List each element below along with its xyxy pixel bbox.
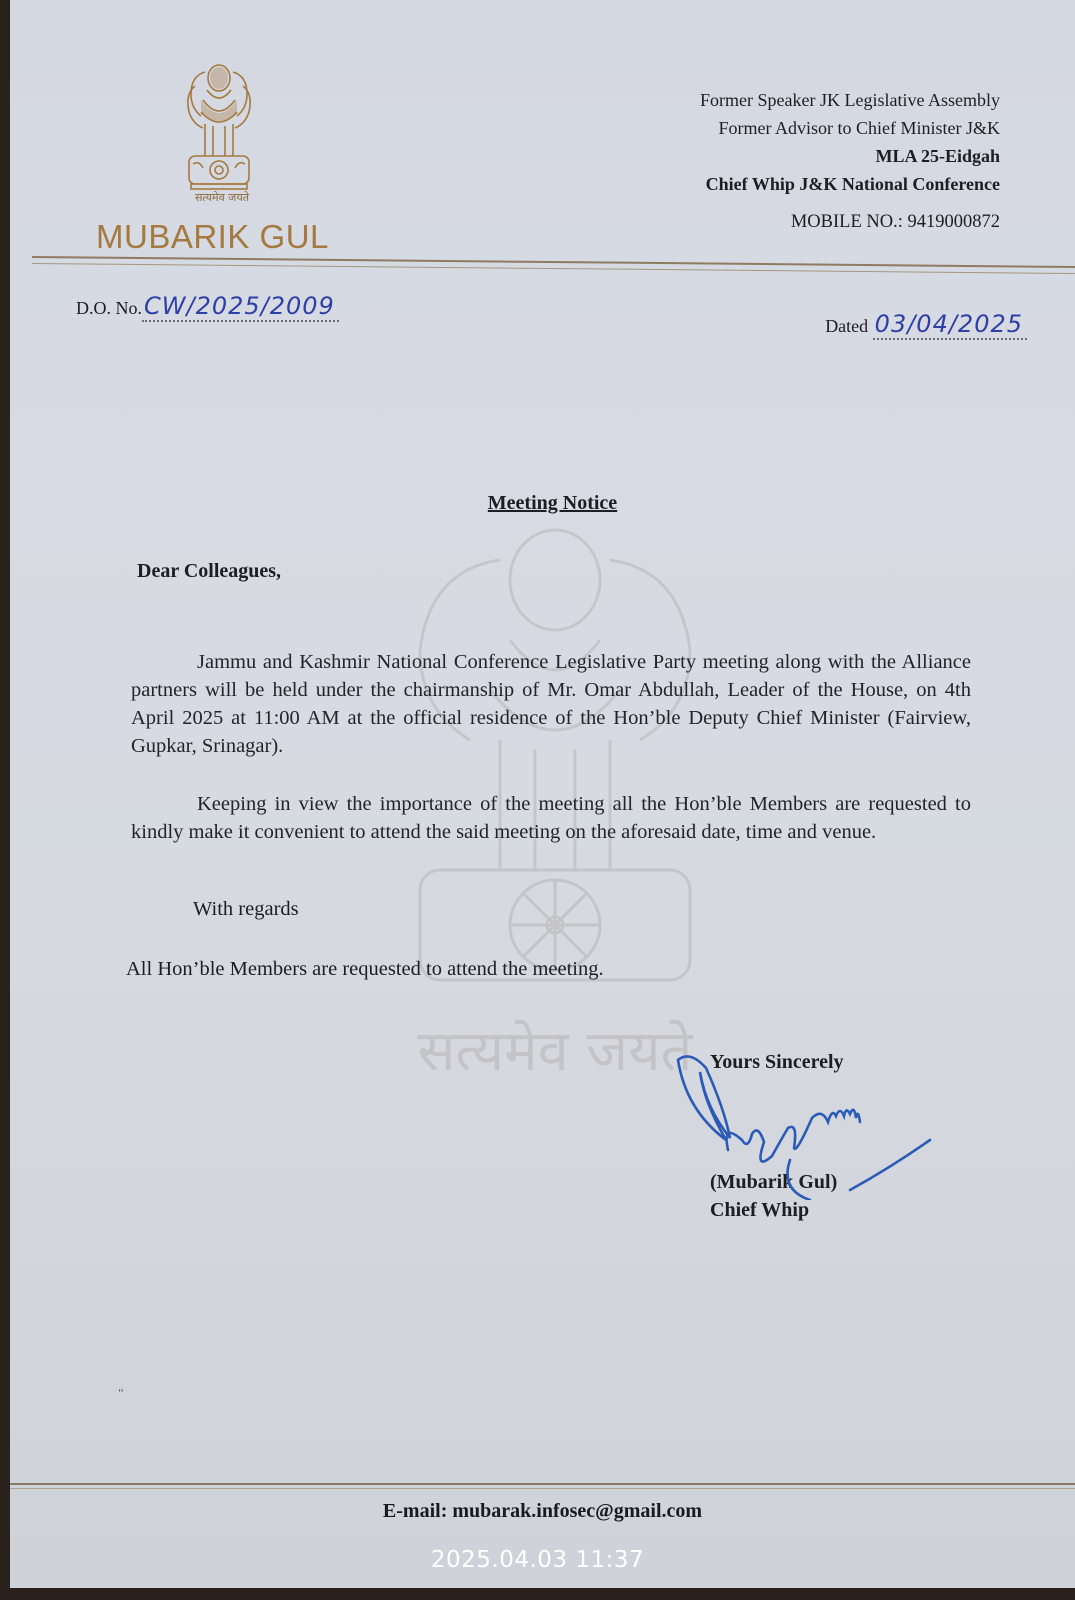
footer-divider (10, 1483, 1075, 1489)
notice-title: Meeting Notice (487, 492, 618, 514)
mobile-number: 9419000872 (907, 212, 1000, 232)
regards: With regards (193, 898, 299, 920)
signatory-name: (Mubarik Gul) (710, 1171, 838, 1193)
dated-value: 03/04/2025 (873, 310, 1027, 340)
mobile-number-line (700, 208, 1000, 236)
letterhead-name: MUBARIK GUL (96, 218, 329, 255)
footer-email (10, 1500, 1075, 1523)
valediction: Yours Sincerely (710, 1051, 844, 1073)
designation-former-speaker: Former Speaker JK Legislative Assembly (700, 90, 1000, 110)
do-value: CW/2025/2009 (142, 292, 339, 322)
header-divider (32, 256, 1075, 274)
letter-page (10, 0, 1075, 1588)
state-emblem-icon (175, 56, 263, 206)
designation-mla: MLA 25-Eidgah (875, 146, 1000, 166)
email-address: mubarak.infosec@gmail.com (452, 1500, 703, 1522)
dated-label: Dated (825, 316, 869, 336)
do-label: D.O. No. (76, 298, 142, 318)
svg-text:सत्यमेव जयते: सत्यमेव जयते (417, 1019, 693, 1084)
photo-timestamp: 2025.04.03 11:37 (430, 1547, 645, 1573)
emblem-motto: सत्यमेव जयते (194, 191, 249, 204)
designation-former-advisor: Former Advisor to Chief Minister J&K (718, 118, 1000, 138)
stray-mark: ‘‘ (118, 1388, 124, 1399)
closing-note: All Hon’ble Members are requested to attend the meeting. (126, 958, 604, 980)
designations (700, 86, 1000, 236)
signatory-role: Chief Whip (710, 1199, 810, 1221)
date-field (825, 310, 1027, 340)
email-label: E-mail: (382, 1500, 448, 1522)
do-number (76, 292, 339, 322)
body-paragraph-attendance-request: Keeping in view the importance of the meeting all the Hon’ble Members are requested to kindly make it convenient to attend the said meeting on the aforesaid date, time and venue. (131, 793, 971, 843)
body-paragraph-meeting-details: Jammu and Kashmir National Conference Legislative Party meeting along with the Alliance partners will be held under the chairmanship of Mr. Omar Abdullah, Leader of the House, on 4th April 2025 at 11:00 AM at the official residence of the Hon’ble Deputy Chief Minister (Fairview, Gupkar, Srinagar). (131, 651, 971, 757)
designation-chief-whip: Chief Whip J&K National Conference (705, 174, 1000, 194)
handwritten-signature-icon (670, 1050, 940, 1200)
mobile-label: MOBILE NO.: (790, 212, 903, 232)
salutation: Dear Colleagues, (137, 560, 282, 582)
